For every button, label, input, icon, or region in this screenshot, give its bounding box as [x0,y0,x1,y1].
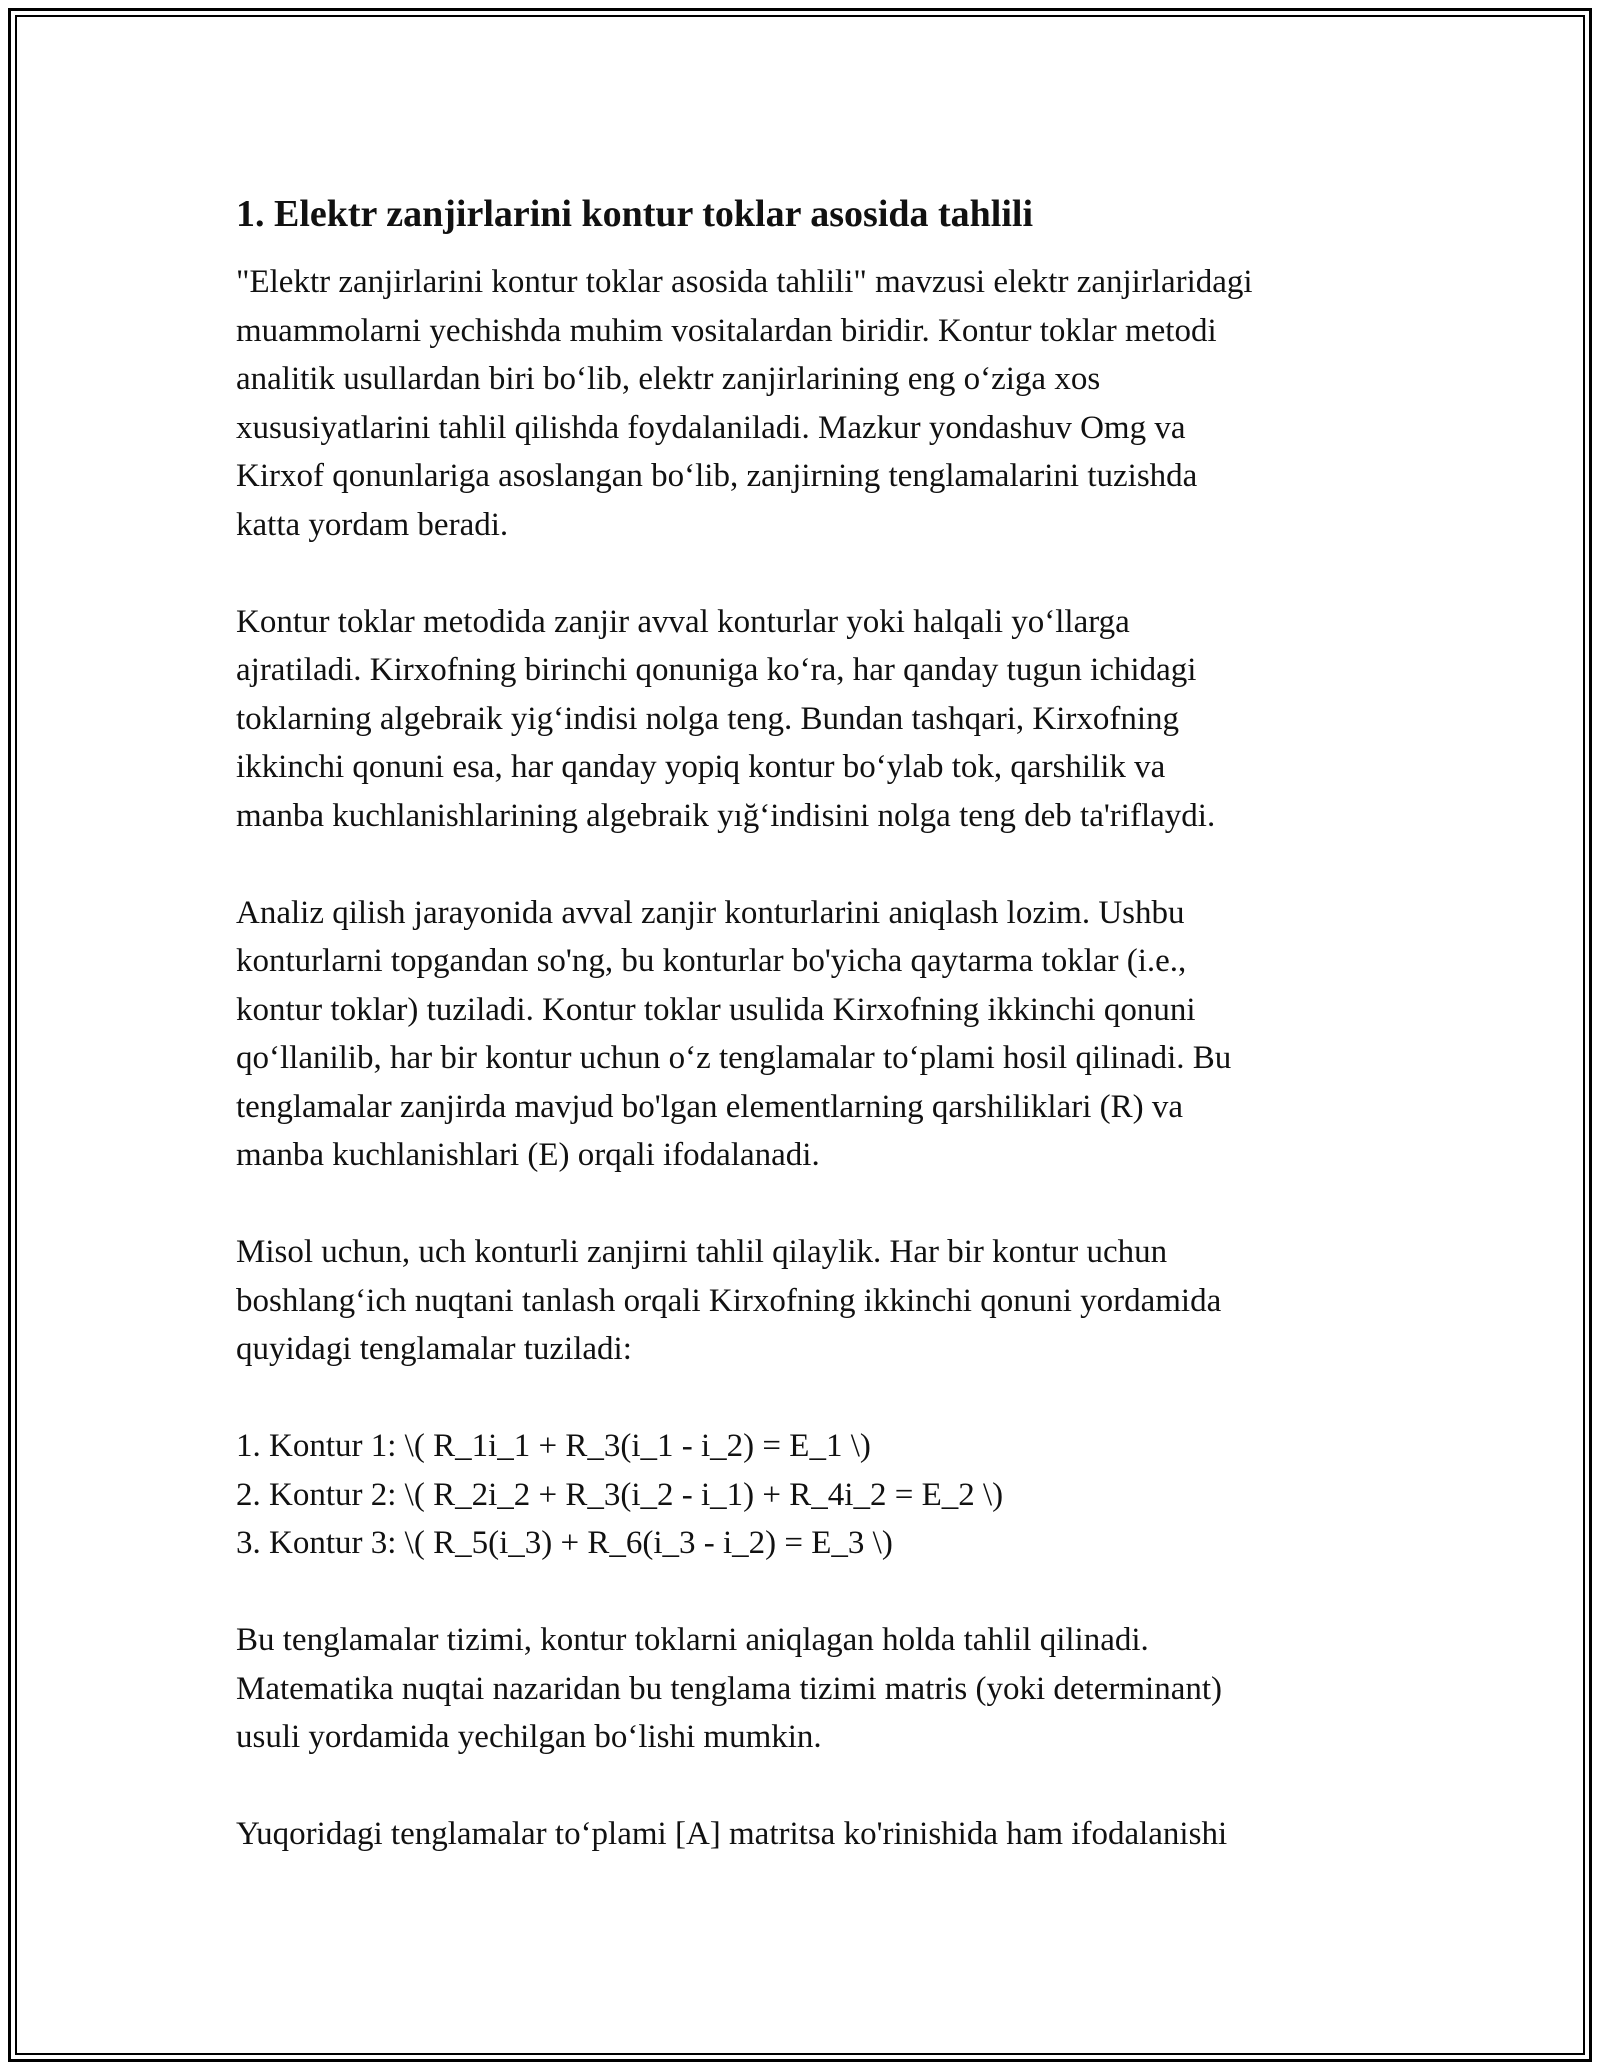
text-line: Matematika nuqtai nazaridan bu tenglama tizimi matris (yoki determinant) [236,1670,1223,1707]
text-line: analitik usullardan biri bo‘lib, elektr zanjirlarining eng o‘ziga xos [236,361,1101,397]
equation-list [236,1422,1376,1568]
text-line: toklarning algebraik yig‘indisi nolga teng. Bundan tashqari, Kirxofning [236,700,1180,737]
text-line: boshlang‘ich nuqtani tanlash orqali Kirxofning ikkinchi qonuni yordamida [236,1282,1222,1319]
text-line: Misol uchun, uch konturli zanjirni tahlil qilaylik. Har bir kontur uchun [236,1234,1168,1270]
text-line: Yuqoridagi tenglamalar to‘plami [A] matritsa ko'rinishida ham ifodalanishi [236,1816,1228,1852]
paragraph-analysis [236,889,1376,1180]
text-line: muammolarni yechishda muhim vositalardan biridir. Kontur toklar metodi [236,312,1217,349]
paragraph-intro [236,258,1376,549]
text-line: Kontur toklar metodida zanjir avval konturlar yoki halqali yo‘llarga [236,603,1130,640]
equation-item: 1. Kontur 1: \( R_1i_1 + R_3(i_1 - i_2) = E_1 \) [236,1428,871,1464]
text-line: Analiz qilish jarayonida avval zanjir konturlarini aniqlash lozim. Ushbu [236,894,1185,931]
text-line: konturlarni topgandan so'ng, bu konturlar bo'yicha qaytarma toklar (i.e., [236,943,1187,979]
text-line: quyidagi tenglamalar tuziladi: [236,1331,632,1367]
paragraph-matrix [236,1810,1376,1859]
text-line: kontur toklar) tuziladi. Kontur toklar usulida Kirxofning ikkinchi qonuni [236,991,1196,1028]
text-line: qo‘llanilib, har bir kontur uchun o‘z tenglamalar to‘plami hosil qilinadi. Bu [236,1040,1232,1076]
equation-item: 2. Kontur 2: \( R_2i_2 + R_3(i_2 - i_1) + R_4i_2 = E_2 \) [236,1476,1004,1513]
document-body [236,186,1376,1907]
equation-item: 3. Kontur 3: \( R_5(i_3) + R_6(i_3 - i_2) = E_3 \) [236,1525,893,1561]
paragraph-example [236,1228,1376,1374]
paragraph-solution [236,1616,1376,1762]
text-line: manba kuchlanishlarining algebraik yığ‘indisini nolga teng deb ta'riflaydi. [236,797,1216,834]
paragraph-method [236,598,1376,841]
text-line: tenglamalar zanjirda mavjud bo'lgan elementlarning qarshiliklari (R) va [236,1088,1184,1125]
text-line: manba kuchlanishlari (E) orqali ifodalanadi. [236,1137,820,1173]
text-line: Kirxof qonunlariga asoslangan bo‘lib, zanjirning tenglamalarini tuzishda [236,458,1198,494]
text-line: "Elektr zanjirlarini kontur toklar asosida tahlili" mavzusi elektr zanjirlaridagi [236,264,1253,300]
text-line: Bu tenglamalar tizimi, kontur toklarni aniqlagan holda tahlil qilinadi. [236,1622,1149,1658]
text-line: xususiyatlarini tahlil qilishda foydalaniladi. Mazkur yondashuv Omg va [236,409,1186,446]
text-line: ajratiladi. Kirxofning birinchi qonuniga ko‘ra, har qanday tugun ichidagi [236,652,1197,688]
text-line: usuli yordamida yechilgan bo‘lishi mumkin. [236,1719,822,1755]
text-line: katta yordam beradi. [236,506,509,543]
text-line: ikkinchi qonuni esa, har qanday yopiq kontur bo‘ylab tok, qarshilik va [236,749,1166,785]
section-heading: 1. Elektr zanjirlarini kontur toklar asosida tahlili [236,193,1034,235]
